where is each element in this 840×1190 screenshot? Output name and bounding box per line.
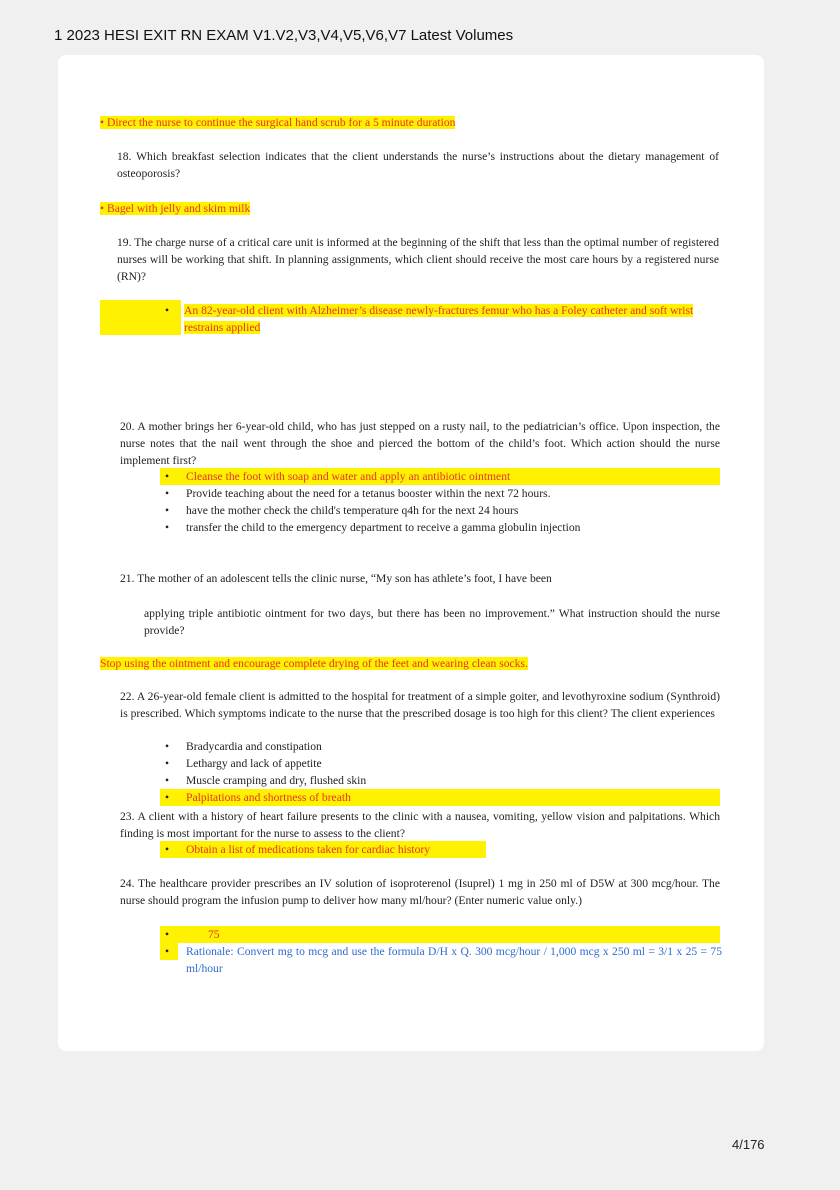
question-22: 22. A 26-year-old female client is admitted to the hospital for treatment of a simple goiter, and levothyroxine sodium (Synthroid) is prescribed. Which symptoms indicate to the nurse that the prescribed dosage is too high for this client? The client experiences <box>120 690 720 720</box>
answer-21-text: Stop using the ointment and encourage complete drying of the feet and wearing clean socks. <box>100 657 528 670</box>
question-20-text: 20. A mother brings her 6-year-old child, who has just stepped on a rusty nail, to the pediatrician’s office. Upon inspection, the nurse notes that the nail went through the shoe and pierced the bottom of the child’s foot. Which action should the nurse implement first? <box>120 420 720 467</box>
question-23: 23. A client with a history of heart failure presents to the clinic with a nausea, vomiting, yellow vision and palpitations. Which finding is most important for the nurse to assess to the client? <box>120 810 720 840</box>
page-number: 4/176 <box>732 1137 765 1152</box>
answer-23-bullet: • <box>165 843 170 856</box>
q20-option-2-bullet: • <box>165 487 170 500</box>
q22-option-2-bullet: • <box>165 757 170 770</box>
answer-21 <box>100 655 528 672</box>
q22-option-3-bullet: • <box>165 774 170 787</box>
rationale-bullet: • <box>165 945 170 958</box>
q20-option-2: Provide teaching about the need for a tetanus booster within the next 72 hours. <box>186 487 551 500</box>
q20-option-4: transfer the child to the emergency department to receive a gamma globulin injection <box>186 521 581 534</box>
answer-24: 75 <box>208 928 220 941</box>
q22-option-3: Muscle cramping and dry, flushed skin <box>186 774 367 787</box>
q22-option-2: Lethargy and lack of appetite <box>186 757 322 770</box>
q22-option-1: Bradycardia and constipation <box>186 740 322 753</box>
answer-24-bullet: • <box>165 928 170 941</box>
question-19: 19. The charge nurse of a critical care unit is informed at the beginning of the shift that less than the optimal number of registered nurses will be working that shift. In planning assignments, which client should receive the most care hours by a registered nurse (RN)? <box>117 236 719 283</box>
q20-option-1: Cleanse the foot with soap and water and apply an antibiotic ointment <box>186 470 511 483</box>
q22-option-4: Palpitations and shortness of breath <box>186 791 351 804</box>
rationale: Rationale: Convert mg to mcg and use the formula D/H x Q. 300 mcg/hour / 1,000 mcg x 250 ml = 3/1 x 25 = 75 ml/hour <box>186 945 722 975</box>
q20-option-1-bullet: • <box>165 470 170 483</box>
document-title: 1 2023 HESI EXIT RN EXAM V1.V2,V3,V4,V5,V6,V7 Latest Volumes <box>54 27 514 44</box>
answer-24-highlight <box>160 926 720 943</box>
answer-19-text: An 82-year-old client with Alzheimer’s disease newly-fractures femur who has a Foley catheter and soft wrist restrains applied <box>184 304 694 334</box>
answer-23: Obtain a list of medications taken for cardiac history <box>186 843 431 856</box>
answer-19 <box>184 302 724 336</box>
answer-17-text: • Direct the nurse to continue the surgical hand scrub for a 5 minute duration <box>100 116 456 129</box>
q20-option-3-bullet: • <box>165 504 170 517</box>
answer-18-text: • Bagel with jelly and skim milk <box>100 202 251 215</box>
question-21-part-1: 21. The mother of an adolescent tells the clinic nurse, “My son has athlete’s foot, I have been <box>120 572 552 585</box>
q20-option-4-bullet: • <box>165 521 170 534</box>
q22-option-1-bullet: • <box>165 740 170 753</box>
question-21-part-2: applying triple antibiotic ointment for two days, but there has been no improvement.” What instruction should the nurse provide? <box>144 607 720 637</box>
question-24: 24. The healthcare provider prescribes an IV solution of isoproterenol (Isuprel) 1 mg in 250 ml of D5W at 300 mcg/hour. The nurse should program the infusion pump to deliver how many ml/hour? (Enter numeric value only.) <box>120 877 720 907</box>
q22-option-4-bullet: • <box>165 791 170 804</box>
question-18: 18. Which breakfast selection indicates that the client understands the nurse’s instructions about the dietary management of osteoporosis? <box>117 150 719 180</box>
question-20 <box>120 418 720 469</box>
answer-17 <box>100 114 455 131</box>
answer-18 <box>100 200 250 217</box>
answer-19-bullet: • <box>165 304 170 317</box>
q20-option-3: have the mother check the child's temperature q4h for the next 24 hours <box>186 504 519 517</box>
